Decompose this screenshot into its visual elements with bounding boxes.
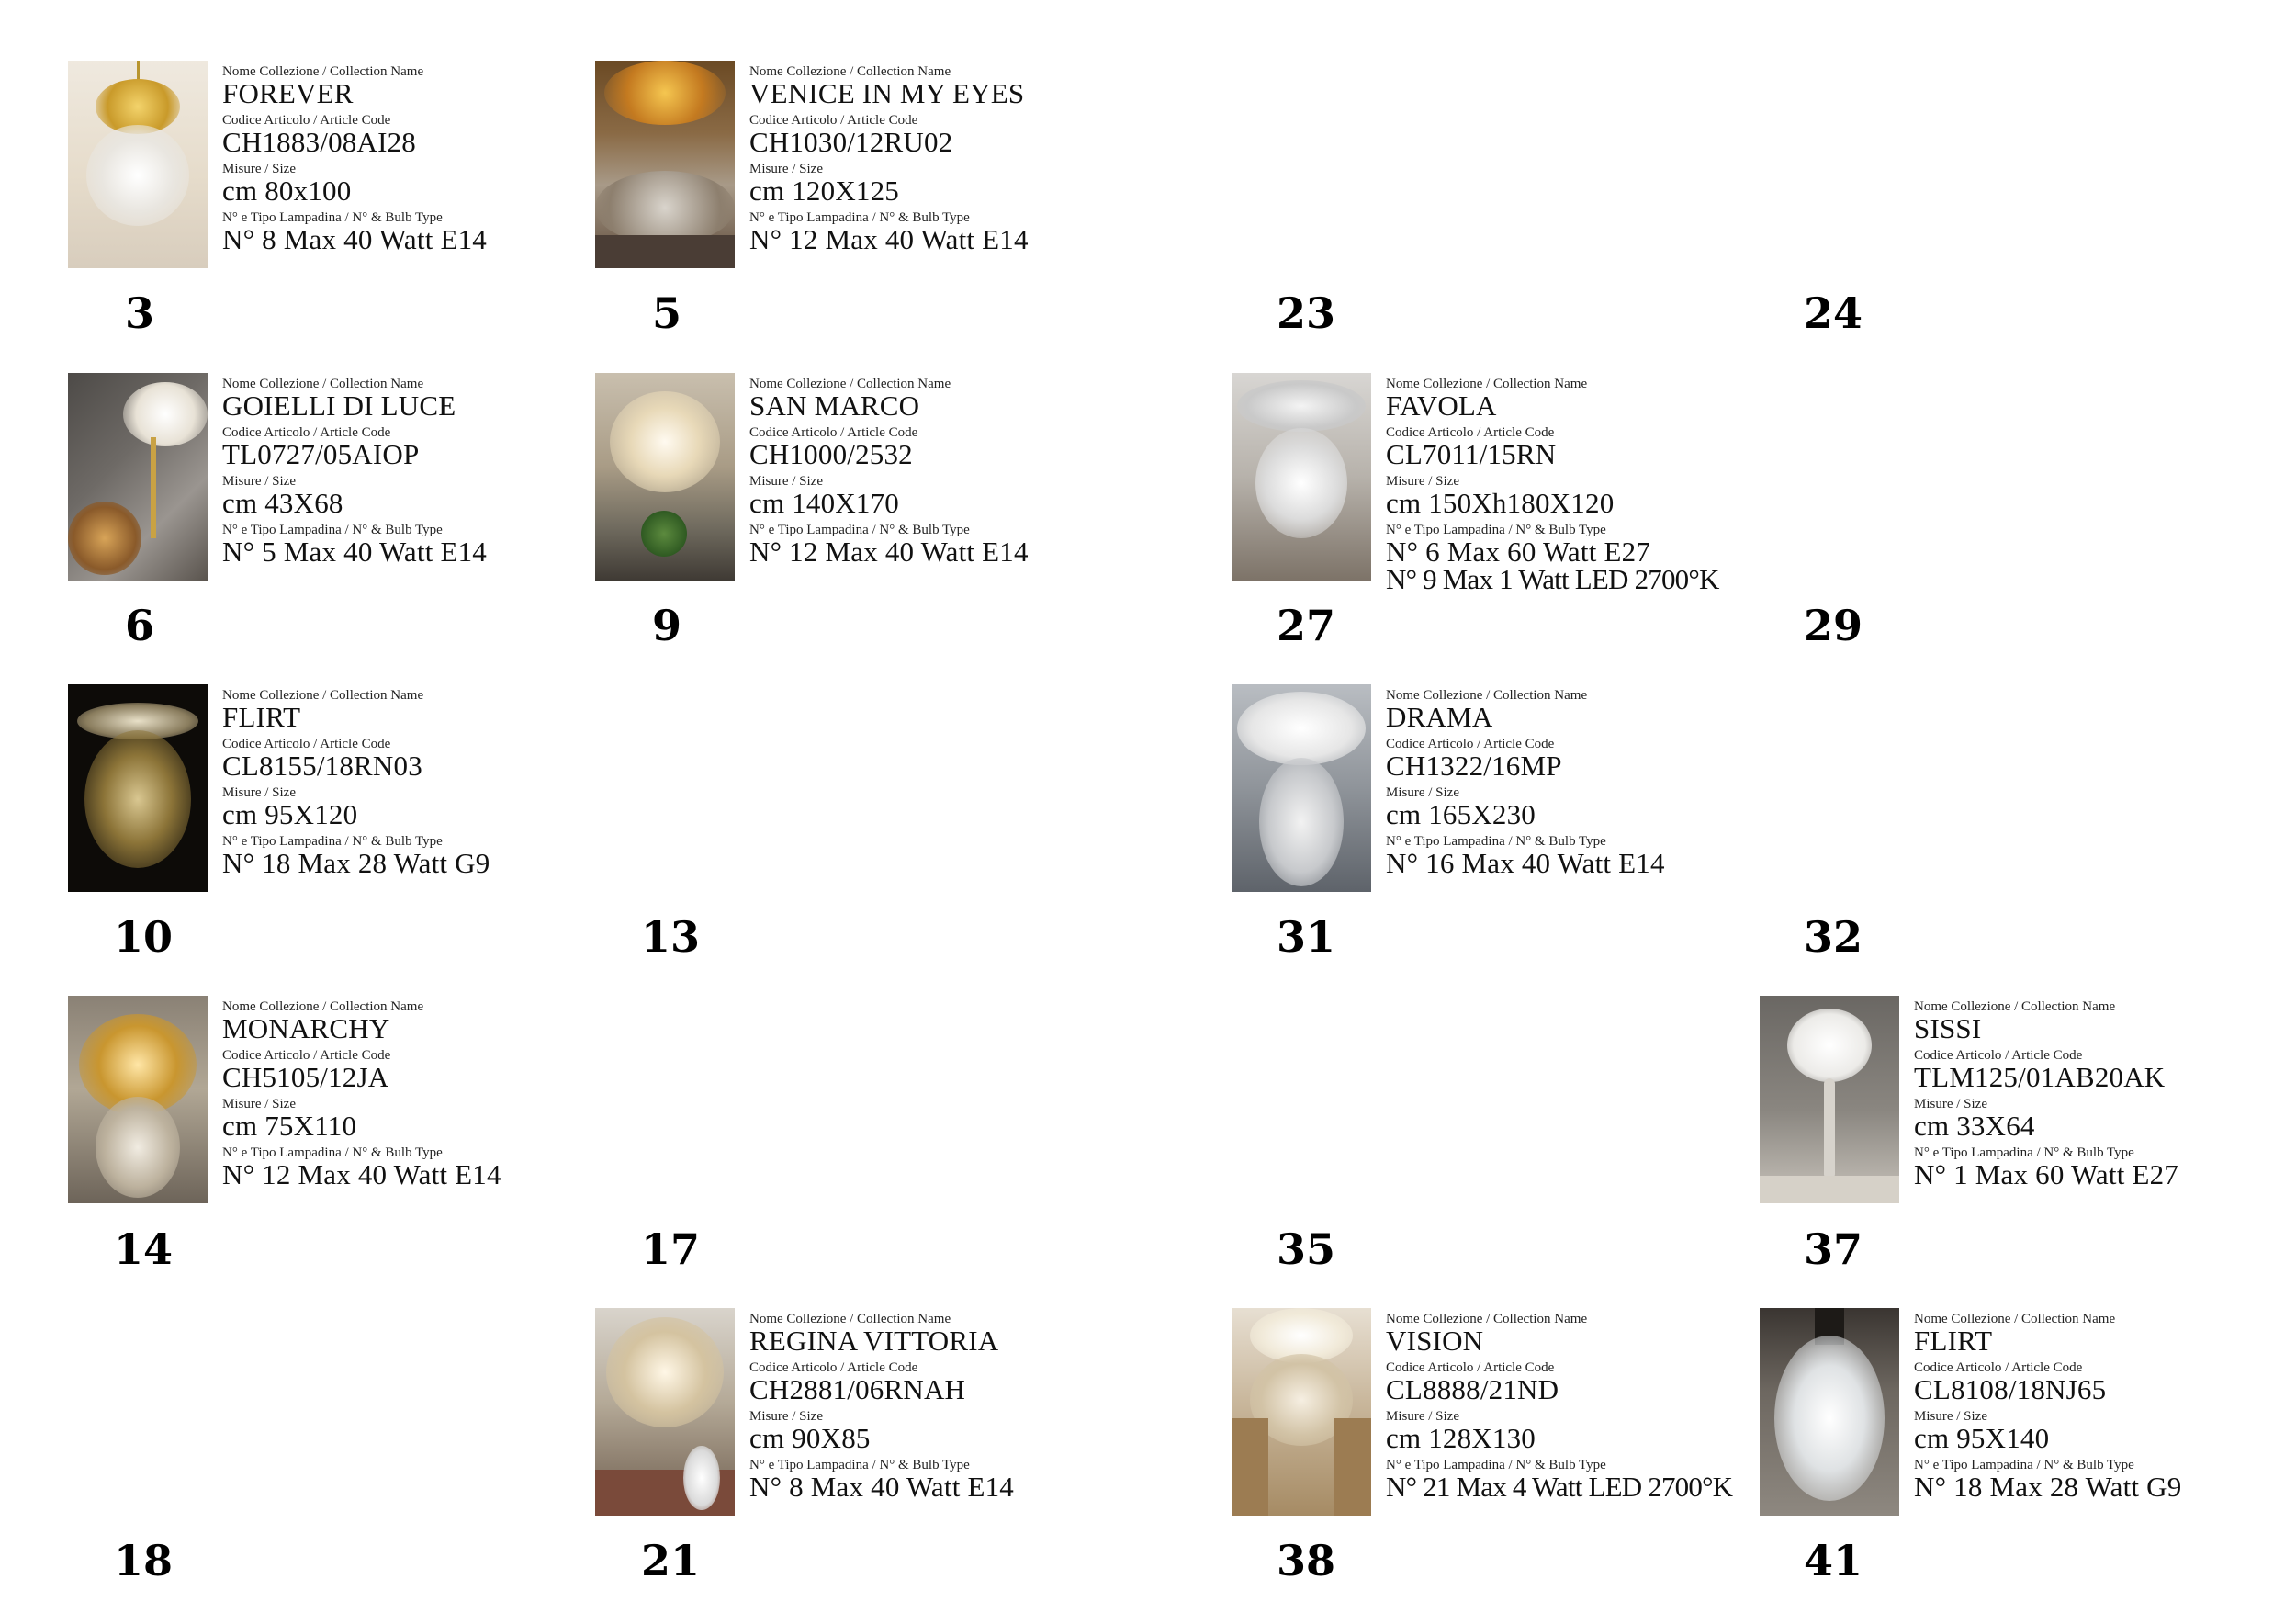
bulb-value: N° 8 Max 40 Watt E14 (749, 1471, 1014, 1503)
article-code: CL8888/21ND (1386, 1373, 1559, 1405)
bulb-label: N° e Tipo Lampadina / N° & Bulb Type (749, 523, 970, 537)
page-number: 27 (1277, 601, 1336, 650)
collection-label: Nome Collezione / Collection Name (222, 377, 424, 391)
product-photo (1760, 1308, 1899, 1516)
collection-name: VISION (1386, 1325, 1484, 1357)
size-label: Misure / Size (1386, 1409, 1459, 1424)
size-label: Misure / Size (749, 1409, 823, 1424)
article-code-label: Codice Articolo / Article Code (1386, 425, 1555, 440)
article-code: TL0727/05AIOP (222, 438, 420, 470)
size-label: Misure / Size (222, 474, 296, 489)
page-number: 24 (1804, 288, 1863, 338)
size-label: Misure / Size (222, 785, 296, 800)
collection-label: Nome Collezione / Collection Name (749, 64, 951, 79)
collection-name: VENICE IN MY EYES (749, 77, 1025, 109)
page-number: 17 (641, 1224, 701, 1274)
bulb-label: N° e Tipo Lampadina / N° & Bulb Type (749, 210, 970, 225)
article-code-label: Codice Articolo / Article Code (222, 737, 391, 751)
article-code-label: Codice Articolo / Article Code (1914, 1048, 2083, 1063)
product-photo (68, 684, 208, 892)
product-photo (68, 61, 208, 268)
collection-name: FOREVER (222, 77, 354, 109)
page-number: 41 (1804, 1536, 1863, 1585)
size-value: cm 128X130 (1386, 1422, 1536, 1454)
article-code: CH1322/16MP (1386, 750, 1562, 782)
article-code: CH5105/12JA (222, 1061, 389, 1093)
size-label: Misure / Size (1914, 1097, 1987, 1111)
collection-name: GOIELLI DI LUCE (222, 389, 456, 422)
collection-label: Nome Collezione / Collection Name (1386, 377, 1588, 391)
bulb-value: N° 1 Max 60 Watt E27 (1914, 1158, 2178, 1190)
size-value: cm 80x100 (222, 175, 352, 207)
bulb-label: N° e Tipo Lampadina / N° & Bulb Type (1914, 1145, 2134, 1160)
collection-label: Nome Collezione / Collection Name (222, 999, 424, 1014)
size-label: Misure / Size (1386, 474, 1459, 489)
page-number: 14 (114, 1224, 174, 1274)
page-number: 9 (652, 601, 682, 650)
bulb-value: N° 12 Max 40 Watt E14 (222, 1158, 501, 1190)
page-number: 29 (1804, 601, 1863, 650)
page-number: 6 (125, 601, 155, 650)
article-code-label: Codice Articolo / Article Code (749, 1360, 918, 1375)
collection-label: Nome Collezione / Collection Name (1386, 1312, 1588, 1326)
size-label: Misure / Size (749, 162, 823, 176)
article-code: CH1030/12RU02 (749, 126, 953, 158)
collection-name: FLIRT (1914, 1325, 1993, 1357)
size-label: Misure / Size (222, 162, 296, 176)
page-number: 10 (114, 912, 174, 962)
article-code: CL7011/15RN (1386, 438, 1557, 470)
article-code-label: Codice Articolo / Article Code (749, 113, 918, 128)
bulb-value: N° 16 Max 40 Watt E14 (1386, 847, 1665, 879)
page-number: 13 (641, 912, 701, 962)
bulb-value: N° 6 Max 60 Watt E27 (1386, 536, 1650, 568)
collection-name: REGINA VITTORIA (749, 1325, 999, 1357)
page-number: 3 (125, 288, 155, 338)
collection-label: Nome Collezione / Collection Name (749, 1312, 951, 1326)
bulb-label: N° e Tipo Lampadina / N° & Bulb Type (222, 1145, 443, 1160)
collection-name: FAVOLA (1386, 389, 1497, 422)
collection-label: Nome Collezione / Collection Name (222, 64, 424, 79)
article-code: CH1883/08AI28 (222, 126, 416, 158)
bulb-label: N° e Tipo Lampadina / N° & Bulb Type (222, 523, 443, 537)
product-photo (595, 61, 735, 268)
size-value: cm 150Xh180X120 (1386, 487, 1615, 519)
page-number: 21 (641, 1536, 701, 1585)
collection-name: DRAMA (1386, 701, 1493, 733)
collection-name: SAN MARCO (749, 389, 920, 422)
bulb-value: N° 5 Max 40 Watt E14 (222, 536, 487, 568)
size-value: cm 33X64 (1914, 1110, 2035, 1142)
size-value: cm 165X230 (1386, 798, 1536, 830)
article-code: CH2881/06RNAH (749, 1373, 966, 1405)
bulb-value: N° 18 Max 28 Watt G9 (1914, 1471, 2182, 1503)
collection-label: Nome Collezione / Collection Name (749, 377, 951, 391)
collection-name: MONARCHY (222, 1012, 390, 1044)
article-code-label: Codice Articolo / Article Code (222, 425, 391, 440)
size-label: Misure / Size (1386, 785, 1459, 800)
article-code-label: Codice Articolo / Article Code (749, 425, 918, 440)
size-value: cm 95X120 (222, 798, 358, 830)
page-number: 32 (1804, 912, 1863, 962)
size-value: cm 140X170 (749, 487, 900, 519)
bulb-value: N° 18 Max 28 Watt G9 (222, 847, 490, 879)
product-photo (1232, 373, 1371, 581)
article-code: TLM125/01AB20AK (1914, 1061, 2166, 1093)
page-number: 31 (1277, 912, 1336, 962)
size-label: Misure / Size (1914, 1409, 1987, 1424)
collection-label: Nome Collezione / Collection Name (222, 688, 424, 703)
size-label: Misure / Size (749, 474, 823, 489)
page-number: 37 (1804, 1224, 1863, 1274)
article-code-label: Codice Articolo / Article Code (1386, 1360, 1555, 1375)
product-photo (1232, 684, 1371, 892)
page-number: 5 (652, 288, 682, 338)
product-photo (68, 996, 208, 1203)
product-photo (1232, 1308, 1371, 1516)
collection-label: Nome Collezione / Collection Name (1914, 999, 2116, 1014)
product-photo (595, 1308, 735, 1516)
article-code: CH1000/2532 (749, 438, 913, 470)
size-value: cm 95X140 (1914, 1422, 2050, 1454)
product-photo (595, 373, 735, 581)
bulb-value-2: N° 9 Max 1 Watt LED 2700°K (1386, 563, 1719, 595)
collection-name: FLIRT (222, 701, 301, 733)
bulb-label: N° e Tipo Lampadina / N° & Bulb Type (222, 210, 443, 225)
bulb-label: N° e Tipo Lampadina / N° & Bulb Type (1386, 1458, 1606, 1472)
bulb-value: N° 8 Max 40 Watt E14 (222, 223, 487, 255)
bulb-value: N° 21 Max 4 Watt LED 2700°K (1386, 1471, 1733, 1503)
article-code-label: Codice Articolo / Article Code (1386, 737, 1555, 751)
page-number: 35 (1277, 1224, 1336, 1274)
size-label: Misure / Size (222, 1097, 296, 1111)
bulb-label: N° e Tipo Lampadina / N° & Bulb Type (1386, 523, 1606, 537)
size-value: cm 120X125 (749, 175, 900, 207)
bulb-label: N° e Tipo Lampadina / N° & Bulb Type (1386, 834, 1606, 849)
size-value: cm 90X85 (749, 1422, 871, 1454)
bulb-value: N° 12 Max 40 Watt E14 (749, 223, 1029, 255)
article-code-label: Codice Articolo / Article Code (222, 1048, 391, 1063)
product-photo (1760, 996, 1899, 1203)
page-number: 38 (1277, 1536, 1336, 1585)
collection-label: Nome Collezione / Collection Name (1386, 688, 1588, 703)
size-value: cm 43X68 (222, 487, 343, 519)
bulb-value: N° 12 Max 40 Watt E14 (749, 536, 1029, 568)
article-code-label: Codice Articolo / Article Code (222, 113, 391, 128)
bulb-label: N° e Tipo Lampadina / N° & Bulb Type (1914, 1458, 2134, 1472)
article-code: CL8155/18RN03 (222, 750, 422, 782)
bulb-label: N° e Tipo Lampadina / N° & Bulb Type (749, 1458, 970, 1472)
article-code-label: Codice Articolo / Article Code (1914, 1360, 2083, 1375)
page-number: 18 (114, 1536, 174, 1585)
page-number: 23 (1277, 288, 1336, 338)
collection-name: SISSI (1914, 1012, 1982, 1044)
product-photo (68, 373, 208, 581)
article-code: CL8108/18NJ65 (1914, 1373, 2107, 1405)
size-value: cm 75X110 (222, 1110, 357, 1142)
bulb-label: N° e Tipo Lampadina / N° & Bulb Type (222, 834, 443, 849)
collection-label: Nome Collezione / Collection Name (1914, 1312, 2116, 1326)
